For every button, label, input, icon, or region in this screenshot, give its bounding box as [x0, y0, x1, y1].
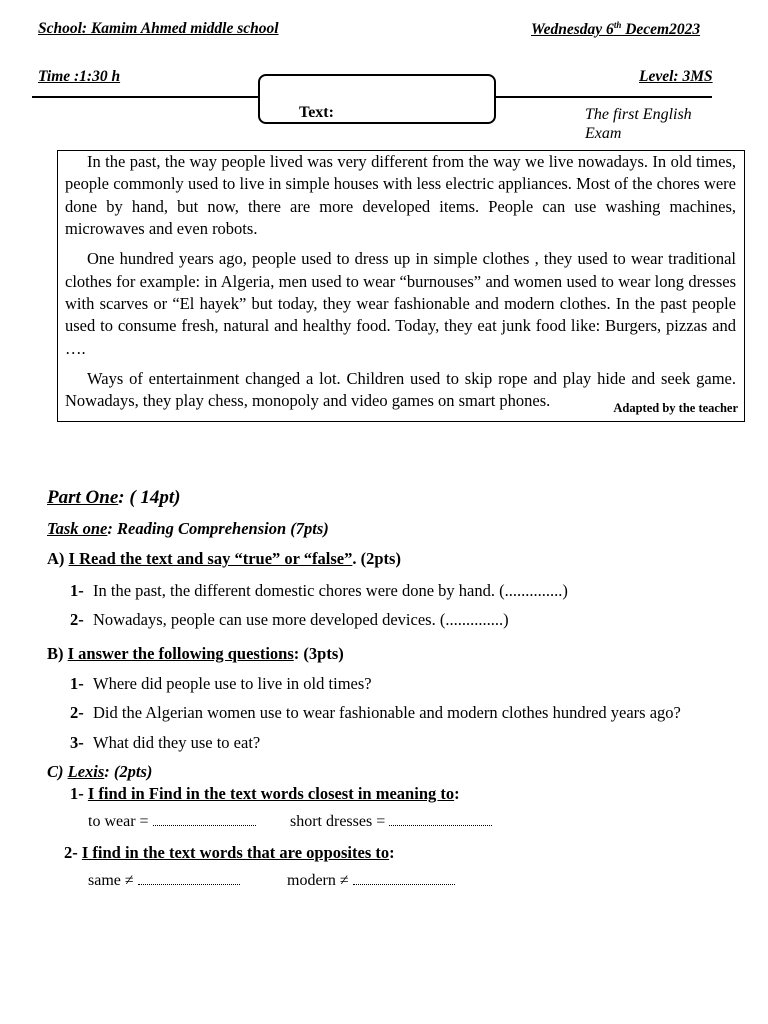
question-number: 2-: [70, 703, 84, 722]
lexis-synonyms-instruction: I find in Find in the text words closest in meaning to: [87, 784, 455, 803]
school-name: [38, 20, 279, 38]
question-b1: [70, 674, 372, 694]
exam-level: Level: 3MS: [639, 68, 713, 85]
school-name-text: School: Kamim Ahmed middle school: [38, 20, 279, 37]
synonym-word: to wear =: [88, 813, 149, 830]
lexis-synonyms-heading: [70, 784, 460, 804]
synonym-item-2: [290, 813, 492, 831]
answer-blank[interactable]: [389, 824, 492, 826]
task-one-heading: [47, 519, 329, 539]
date-superscript: th: [613, 20, 622, 30]
lexis-number: 1-: [70, 784, 84, 803]
question-text: Did the Algerian women use to wear fashionable and modern clothes hundred years ago?: [93, 703, 681, 722]
header-rule-right: [492, 96, 712, 98]
answer-blank[interactable]: [153, 824, 256, 826]
opposite-item-1: [88, 872, 240, 890]
section-c-letter: C): [47, 762, 64, 781]
question-text: Where did people use to live in old times?: [93, 674, 372, 693]
opposite-word: modern ≠: [287, 872, 349, 889]
question-text: In the past, the different domestic chores were done by hand. (..............): [93, 581, 568, 600]
text-title-box: [258, 74, 496, 124]
section-b-heading: [47, 644, 344, 664]
question-a1: [70, 581, 568, 601]
text-label: Text:: [299, 104, 334, 121]
question-number: 1-: [70, 674, 84, 693]
passage-paragraph: In the past, the way people lived was very different from the way we live nowadays. In old times, people commonly used to live in simple houses with less electric appliances. Most of the chores were done by hand, but now, there are more developed items. People can use washing machines, microwaves and even robots.: [65, 152, 736, 239]
lexis-opposites-heading: [64, 843, 395, 863]
section-b-instruction: I answer the following questions: [67, 644, 294, 663]
question-number: 2-: [70, 610, 84, 629]
question-text: What did they use to eat?: [93, 733, 261, 752]
section-c-heading: [47, 762, 152, 782]
question-text: Nowadays, people can use more developed devices. (..............): [93, 610, 509, 629]
section-c-title: Lexis: [67, 762, 105, 781]
answer-blank[interactable]: [138, 883, 240, 885]
lexis-opposites-instruction: I find in the text words that are opposites to: [81, 843, 390, 862]
lexis-colon: :: [389, 843, 395, 862]
date-suffix: Decem2023: [621, 21, 701, 39]
passage-paragraph: Ways of entertainment changed a lot. Children used to skip rope and play hide and seek game. Nowadays, they play chess, monopoly and video games on smart phones.: [65, 368, 736, 411]
section-a-instruction: I Read the text and say “true” or “false”: [68, 549, 353, 568]
synonym-word: short dresses =: [290, 813, 386, 830]
date-prefix: Wednesday 6: [531, 21, 614, 39]
opposite-item-2: [287, 872, 455, 890]
part-one-points: : ( 14pt): [118, 487, 181, 508]
question-b3: [70, 733, 260, 753]
section-a-points: . (2pts): [352, 549, 401, 568]
section-b-points: : (3pts): [293, 644, 344, 663]
part-one-heading: [47, 487, 181, 509]
question-b2: [70, 703, 681, 723]
question-number: 3-: [70, 733, 84, 752]
exam-title: [585, 105, 725, 143]
header-rule-left: [32, 96, 260, 98]
exam-time: Time :1:30 h: [38, 68, 121, 85]
task-one-description: : Reading Comprehension (7pts): [107, 519, 329, 538]
passage-paragraph: One hundred years ago, people used to dress up in simple clothes , they used to wear traditional clothes for example: in Algeria, men used to wear “burnouses” and women used to wear long dresses with scarves or “El hayek” but today, they wear fashionable and modern clothes. In the past people used to consume fresh, natural and healthy food. Today, they eat junk food like: Burgers, pizzas and ….: [65, 249, 736, 358]
section-c-points: : (2pts): [104, 762, 153, 781]
lexis-colon: :: [454, 784, 460, 803]
synonym-item-1: [88, 813, 256, 831]
opposite-word: same ≠: [88, 872, 134, 889]
section-b-letter: B): [47, 644, 64, 663]
task-one-title: Task one: [47, 519, 108, 538]
passage-credit: Adapted by the teacher: [613, 401, 738, 415]
reading-passage: [57, 150, 745, 422]
question-a2: [70, 610, 509, 630]
part-one-title: Part One: [47, 487, 119, 508]
section-a-heading: [47, 549, 401, 569]
answer-blank[interactable]: [353, 883, 455, 885]
exam-date: [531, 20, 700, 39]
exam-title-text: The first English Exam: [585, 106, 692, 142]
question-number: 1-: [70, 581, 84, 600]
lexis-number: 2-: [64, 843, 78, 862]
section-a-letter: A): [47, 549, 65, 568]
